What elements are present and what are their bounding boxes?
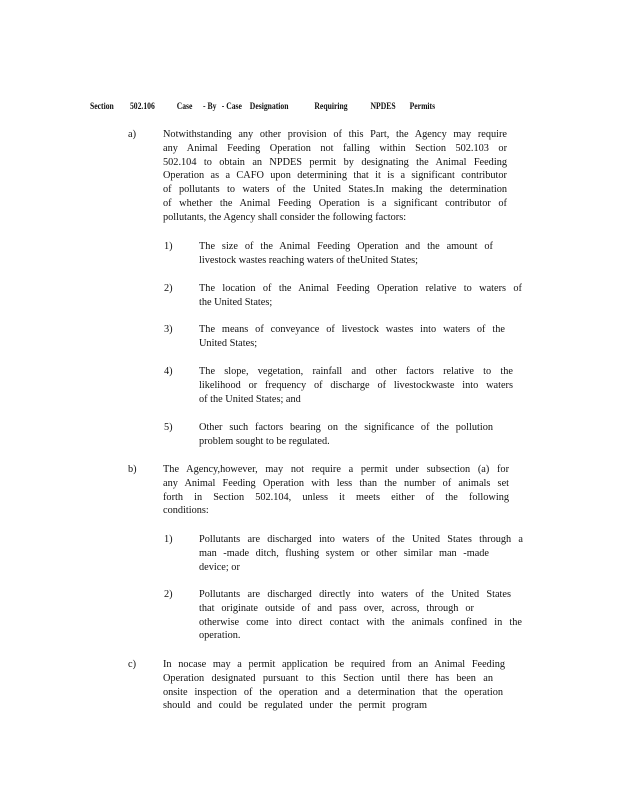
heading-word: Case [176,101,193,111]
text-line: of pollutants to waters of the United States.In making the determination [163,184,507,196]
heading-word: Permits [409,101,436,111]
heading-word: - Case [221,101,242,111]
heading-word: Requiring [314,101,348,111]
list-item [199,240,493,268]
text-line: that originate outside of and pass over, across, through or [199,602,474,614]
text-line: of the United States; and [199,393,301,405]
text-line: pollutants, the Agency shall consider the following factors: [163,211,407,223]
paragraph-c-label: c) [128,659,136,670]
item-label: 1) [164,534,173,545]
text-line: conditions: [163,505,209,517]
item-label: 4) [164,366,173,377]
text-line: In nocase may a permit application be required from an Animal Feeding [163,659,505,670]
text-line: Operation designated pursuant to this Section until there has been an [163,672,493,684]
item-label: 5) [164,422,173,433]
list-item [199,282,522,310]
text-line: United States; [199,337,258,349]
text-line: The size of the Animal Feeding Operation and the amount of [199,241,493,252]
item-label: 1) [164,241,173,252]
item-label: 3) [164,324,173,335]
text-line: livestock wastes reaching waters of theUnited States; [199,254,419,266]
text-line: of whether the Animal Feeding Operation is a significant contributor of [163,197,507,209]
paragraph-c [163,658,505,713]
paragraph-b [163,463,509,518]
list-item [199,421,493,449]
item-label: 2) [164,589,173,600]
text-line: device; or [199,561,240,573]
paragraph-a-label: a) [128,129,136,140]
text-line: The location of the Animal Feeding Operation relative to waters of [199,283,522,294]
text-line: man -made ditch, flushing system or other similar man -made [199,547,489,559]
text-line: operation. [199,630,241,642]
heading-section-word: Section [90,101,114,111]
paragraph-b-label: b) [128,464,137,475]
text-line: otherwise come into direct contact with the animals confined in the [199,616,522,628]
text-line: Notwithstanding any other provision of this Part, the Agency may require [163,129,507,140]
text-line: likelihood or frequency of discharge of livestockwaste into waters [199,379,513,391]
text-line: any Animal Feeding Operation with less than the number of animals set [163,477,509,489]
heading-word: NPDES [370,101,396,111]
text-line: Pollutants are discharged directly into waters of the United States [199,589,511,600]
text-line: Pollutants are discharged into waters of the United States through a [199,534,523,545]
heading-word: - By [203,101,217,111]
heading-section-number: 502.106 [129,101,155,111]
text-line: onsite inspection of the operation and a determination that the operation [163,686,503,698]
text-line: problem sought to be regulated. [199,435,330,447]
text-line: The Agency,however, may not require a permit under subsection (a) for [163,464,509,475]
list-item [199,533,523,574]
text-line: The means of conveyance of livestock wastes into waters of the [199,324,505,335]
text-line: any Animal Feeding Operation not falling within Section 502.103 or [163,142,507,154]
text-line: Operation as a CAFO upon determining that it is a significant contributor [163,170,507,182]
paragraph-a [163,128,507,225]
text-line: forth in Section 502.104, unless it meets either of the following [163,491,509,503]
text-line: should and could be regulated under the permit program [163,700,427,712]
heading-word: Designation [249,101,289,111]
text-line: The slope, vegetation, rainfall and other factors relative to the [199,366,513,377]
text-line: Other such factors bearing on the significance of the pollution [199,422,493,433]
list-item [199,588,522,643]
text-line: 502.104 to obtain an NPDES permit by designating the Animal Feeding [163,156,507,168]
item-label: 2) [164,283,173,294]
text-line: the United States; [199,296,273,308]
list-item [199,365,513,406]
list-item [199,323,505,351]
